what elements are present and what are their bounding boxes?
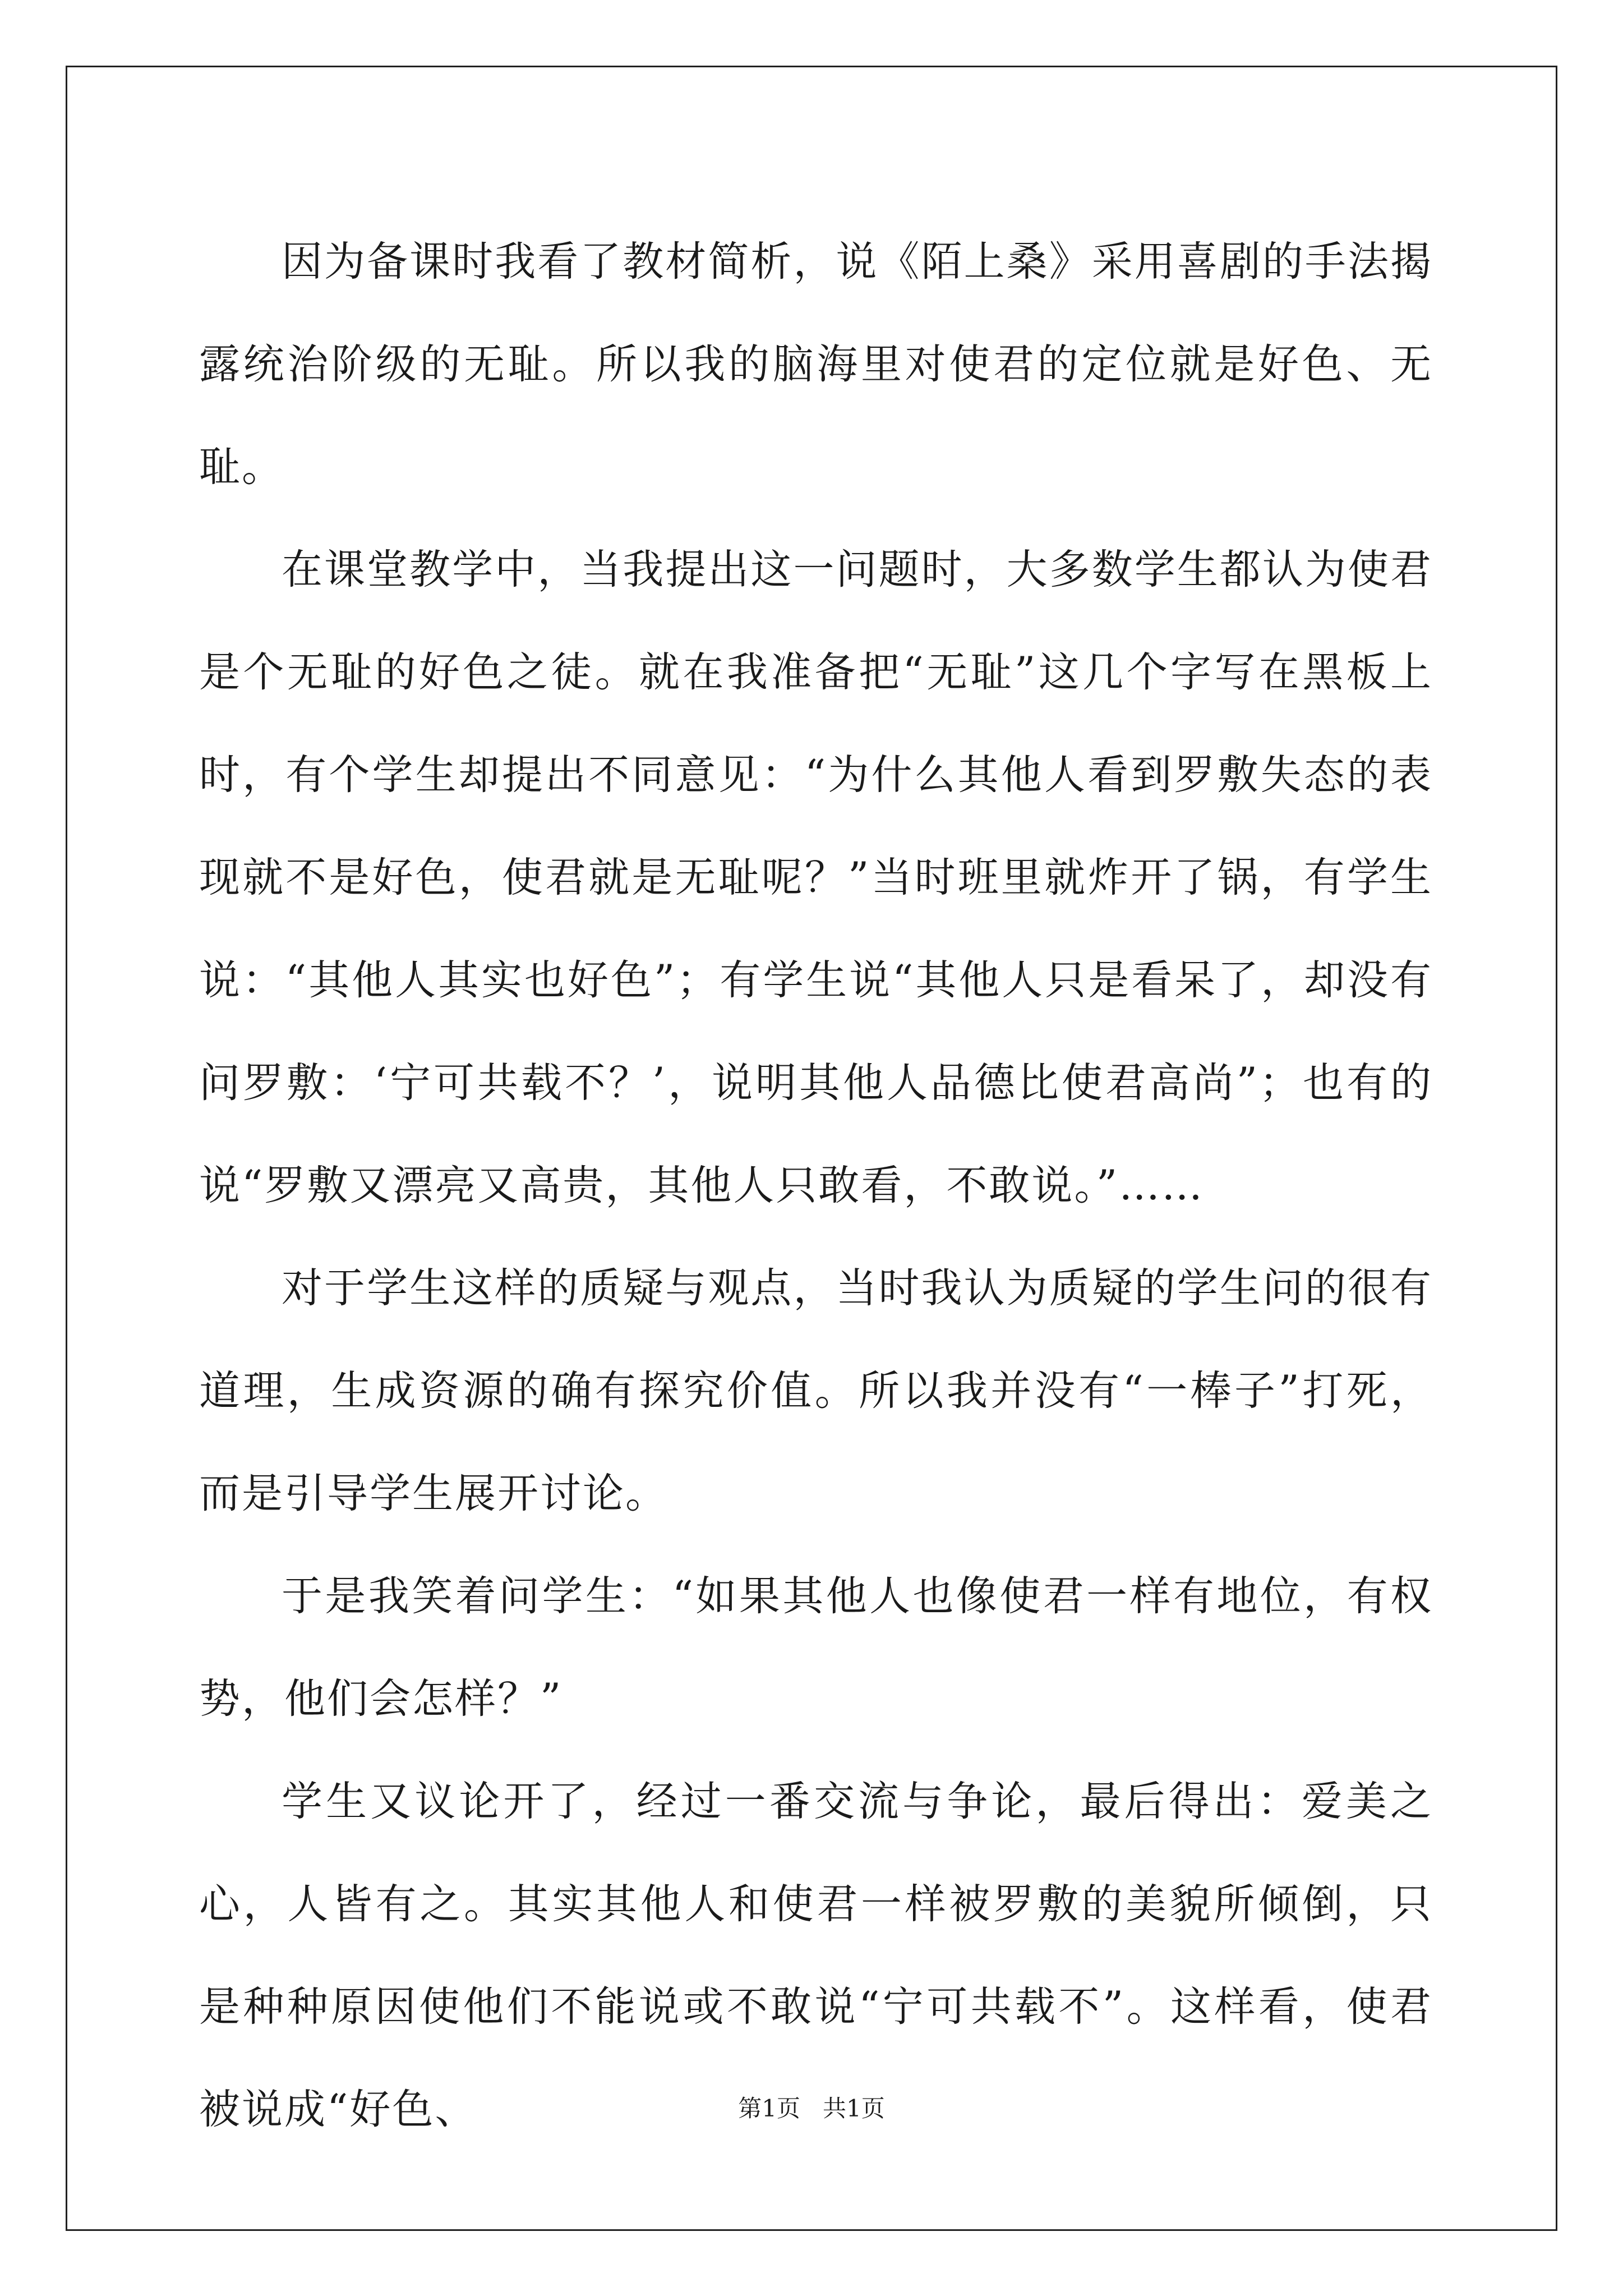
page-number: 第1页 bbox=[738, 2095, 800, 2122]
paragraph-3: 对于学生这样的质疑与观点，当时我认为质疑的学生问的很有道理，生成资源的确有探究价值。所以我并没有“一棒子”打死，而是引导学生展开讨论。 bbox=[199, 1264, 1433, 1517]
document-body bbox=[199, 210, 1433, 2161]
paragraph-4: 于是我笑着问学生：“如果其他人也像使君一样有地位，有权势，他们会怎样？” bbox=[199, 1572, 1433, 1723]
paragraph-5: 学生又议论开了，经过一番交流与争论，最后得出：爱美之心，人皆有之。其实其他人和使君一样被罗敷的美貌所倾倒，只是种种原因使他们不能说或不敢说“宁可共载不”。这样看，使君被说成“好色、 bbox=[199, 1778, 1433, 2133]
paragraph-1: 因为备课时我看了教材简析，说《陌上桑》采用喜剧的手法揭露统治阶级的无耻。所以我的脑海里对使君的定位就是好色、无耻。 bbox=[199, 238, 1433, 491]
page-footer bbox=[0, 2090, 1623, 2124]
page-total: 共1页 bbox=[823, 2095, 885, 2122]
paragraph-2: 在课堂教学中，当我提出这一问题时，大多数学生都认为使君是个无耻的好色之徒。就在我准备把“无耻”这几个字写在黑板上时，有个学生却提出不同意见：“为什么其他人看到罗敷失态的表现就不是好色，使君就是无耻呢？”当时班里就炸开了锅，有学生说：“其他人其实也好色”；有学生说“其他人只是看呆了，却没有问罗敷：‘宁可共载不？’，说明其他人品德比使君高尚”；也有的说“罗敷又漂亮又高贵，其他人只敢看，不敢说。”…… bbox=[199, 546, 1433, 1209]
